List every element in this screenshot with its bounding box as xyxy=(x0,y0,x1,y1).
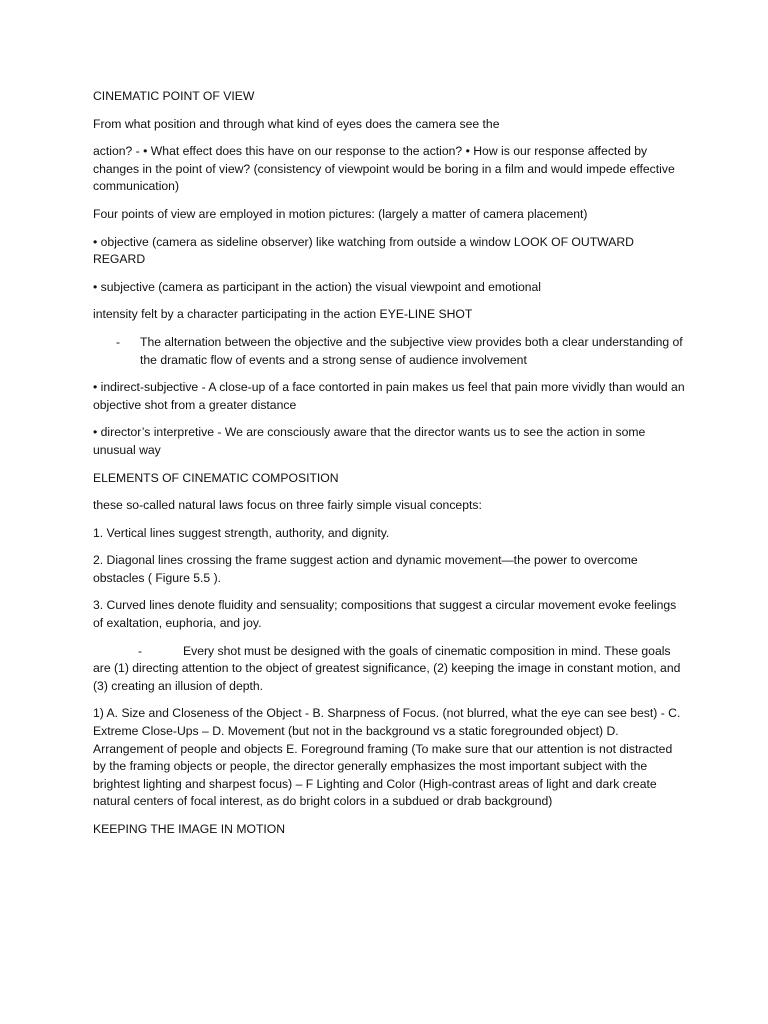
dash-paragraph-text: Every shot must be designed with the goals of cinematic composition in mind. These goals are (1) directing attention to the object of greatest significance, (2) keeping the image in constant motion, and (3) creating an illusion of depth. xyxy=(93,643,681,693)
numbered-item-1: 1. Vertical lines suggest strength, authority, and dignity. xyxy=(93,525,390,540)
section-heading-image-in-motion: KEEPING THE IMAGE IN MOTION xyxy=(93,822,286,836)
dash-item-text: The alternation between the objective and the subjective view provides both a clear understanding of the dramatic flow of events and a strong sense of audience involvement xyxy=(140,334,683,367)
paragraph: intensity felt by a character participating in the action EYE-LINE SHOT xyxy=(93,307,473,322)
section-heading-point-of-view: CINEMATIC POINT OF VIEW xyxy=(93,89,255,103)
numbered-item-3: 3. Curved lines denote fluidity and sensuality; compositions that suggest a circular movement evoke feelings of exaltation, euphoria, and joy. xyxy=(93,598,677,631)
paragraph: these so-called natural laws focus on three fairly simple visual concepts: xyxy=(93,498,482,513)
bullet-directors-interpretive: • director’s interpretive - We are consciously aware that the director wants us to see the action in some unusual way xyxy=(93,425,646,457)
dash-marker: - xyxy=(138,643,143,658)
paragraph: Four points of view are employed in motion pictures: (largely a matter of camera placement) xyxy=(93,206,588,221)
paragraph: action? - • What effect does this have on our response to the action? • How is our response affected by changes in the point of view? (consistency of viewpoint would be boring in a film and would impede effective communication) xyxy=(93,144,675,194)
numbered-item-2: 2. Diagonal lines crossing the frame suggest action and dynamic movement—the power to overcome obstacles ( Figure 5.5 ). xyxy=(93,553,638,585)
dash-tab-paragraph xyxy=(93,643,685,696)
paragraph: From what position and through what kind of eyes does the camera see the xyxy=(93,116,500,131)
document-page xyxy=(93,88,685,849)
bullet-objective: • objective (camera as sideline observer) like watching from outside a window LOOK OF OUTWARD REGARD xyxy=(93,234,634,267)
paragraph-composition-list: 1) A. Size and Closeness of the Object - B. Sharpness of Focus. (not blurred, what the eye can see best) - C. Extreme Close-Ups – D. Movement (but not in the background vs a static foregrounded object) D. Arrangement of people and objects E. Foreground framing (To make sure that our attention is not distracted by the framing objects or people, the director generally emphasizes the most important subject with the brightest lighting and sharpest focus) – F Lighting and Color (High-contrast areas of light and dark create natural centers of focal interest, as do bright colors in a subdued or drab background) xyxy=(93,706,681,809)
bullet-subjective: • subjective (camera as participant in the action) the visual viewpoint and emotional xyxy=(93,279,541,294)
bullet-indirect-subjective: • indirect-subjective - A close-up of a face contorted in pain makes us feel that pain more vividly than would an objective shot from a greater distance xyxy=(93,380,685,412)
dash-list-item xyxy=(93,334,685,369)
dash-marker: - xyxy=(116,334,121,349)
section-heading-composition: ELEMENTS OF CINEMATIC COMPOSITION xyxy=(93,470,339,485)
